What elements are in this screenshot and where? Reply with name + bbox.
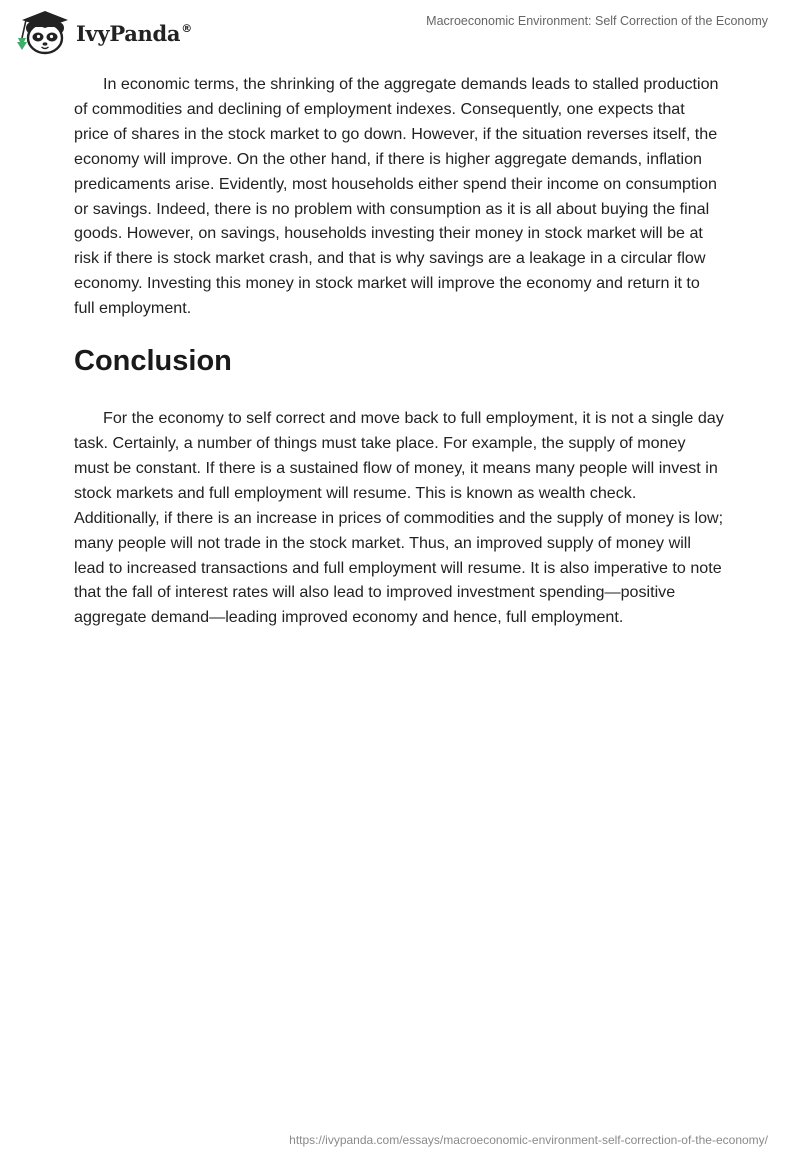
registered-mark: ®	[181, 21, 192, 35]
body-paragraph: In economic terms, the shrinking of the aggregate demands leads to stalled production of commodities and declining of employment indexes. Consequently, one expects that price of shares in the stock market to go down. However, if the situation reverses itself, the economy will improve. On the other hand, if there is higher aggregate demands, inflation predicaments arise. Evidently, most households either spend their income on consumption or savings. Indeed, there is no problem with consumption as it is all about buying the final goods. However, on savings, households investing their money in stock market will be at risk if there is stock market crash, and that is why savings are a leakage in a circular flow economy. Investing this money in stock market will improve the economy and return it to full employment.	[74, 75, 719, 318]
document-title: Macroeconomic Environment: Self Correction of the Economy	[426, 14, 768, 28]
conclusion-paragraph: For the economy to self correct and move back to full employment, it is not a single day task. Certainly, a number of things must take place. For example, the supply of money must be constant. If there is a sustained flow of money, it means many people will invest in stock markets and full employment will resume. This is known as wealth check. Additionally, if there is an increase in prices of commodities and the supply of money is low; many people will not trade in the stock market. Thus, an improved supply of money will lead to increased transactions and full employment will resume. It is also imperative to note that the fall of interest rates will also lead to improved investment spending—positive aggregate demand—leading improved economy and hence, full employment.	[74, 409, 724, 627]
panda-graduation-cap-icon	[14, 8, 74, 56]
source-url[interactable]: https://ivypanda.com/essays/macroeconomic-environment-self-correction-of-the-economy/	[289, 1133, 768, 1147]
ivypanda-logo[interactable]	[14, 8, 192, 56]
conclusion-heading: Conclusion	[74, 345, 232, 378]
essay-content	[74, 72, 724, 630]
brand-name: IvyPanda®	[76, 20, 192, 46]
page-header	[0, 0, 800, 62]
